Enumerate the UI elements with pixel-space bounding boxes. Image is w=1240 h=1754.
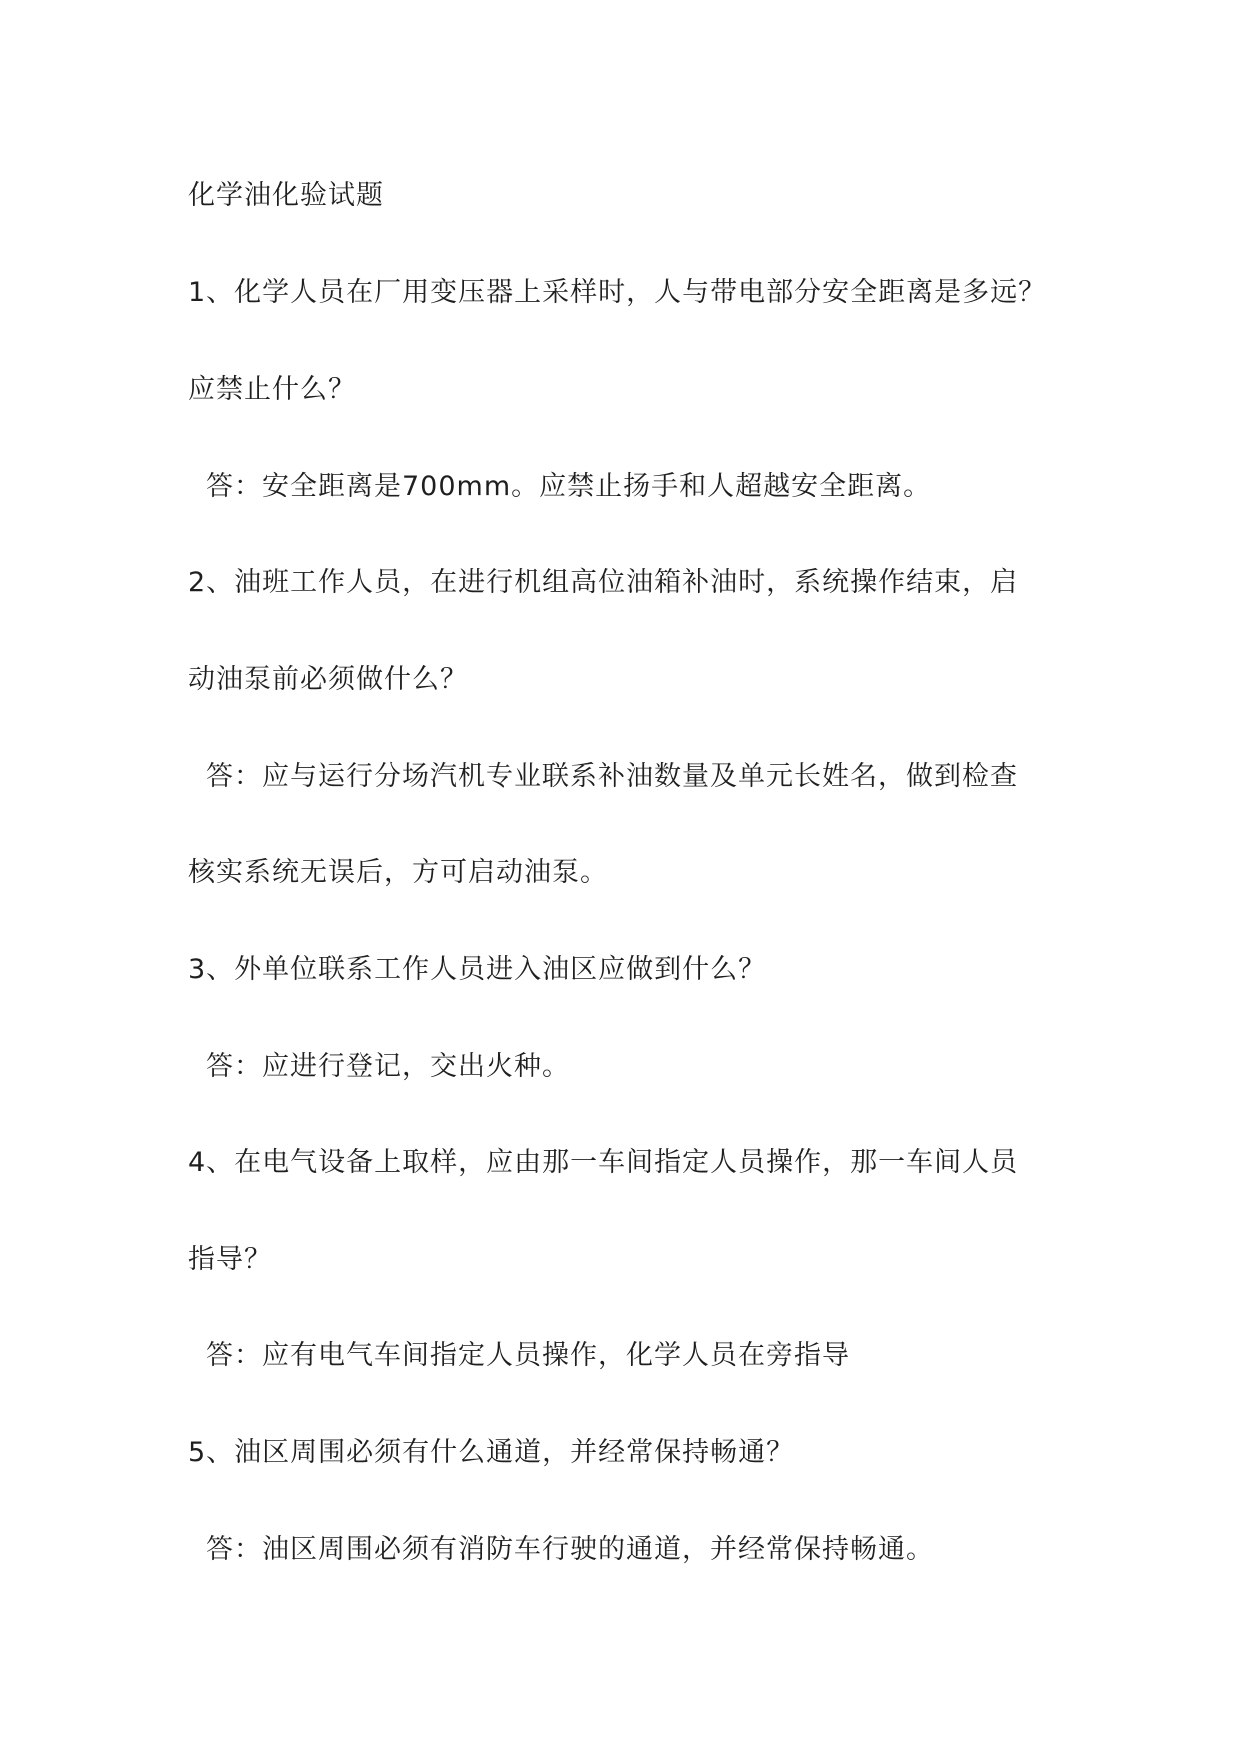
answer-2-line-1: 答：应与运行分场汽机专业联系补油数量及单元长姓名，做到检查 (206, 761, 1018, 792)
question-3: 3、外单位联系工作人员进入油区应做到什么？ (188, 954, 767, 985)
answer-2-line-2: 核实系统无误后，方可启动油泵。 (188, 857, 608, 888)
question-2-line-1: 2、油班工作人员，在进行机组高位油箱补油时，系统操作结束，启 (188, 567, 1019, 598)
answer-3: 答：应进行登记，交出火种。 (206, 1051, 570, 1082)
document-title: 化学油化验试题 (188, 180, 384, 211)
answer-4: 答：应有电气车间指定人员操作，化学人员在旁指导 (206, 1340, 850, 1371)
question-1-line-1: 1、化学人员在厂用变压器上采样时，人与带电部分安全距离是多远？ (188, 277, 1047, 308)
question-2-line-2: 动油泵前必须做什么？ (188, 664, 468, 695)
question-4-line-2: 指导？ (188, 1244, 272, 1275)
question-1-line-2: 应禁止什么？ (188, 374, 356, 405)
question-5: 5、油区周围必须有什么通道，并经常保持畅通？ (188, 1437, 795, 1468)
answer-5: 答：油区周围必须有消防车行驶的通道，并经常保持畅通。 (206, 1534, 934, 1565)
answer-1: 答：安全距离是700mm。应禁止扬手和人超越安全距离。 (206, 471, 932, 502)
question-4-line-1: 4、在电气设备上取样，应由那一车间指定人员操作，那一车间人员 (188, 1147, 1019, 1178)
